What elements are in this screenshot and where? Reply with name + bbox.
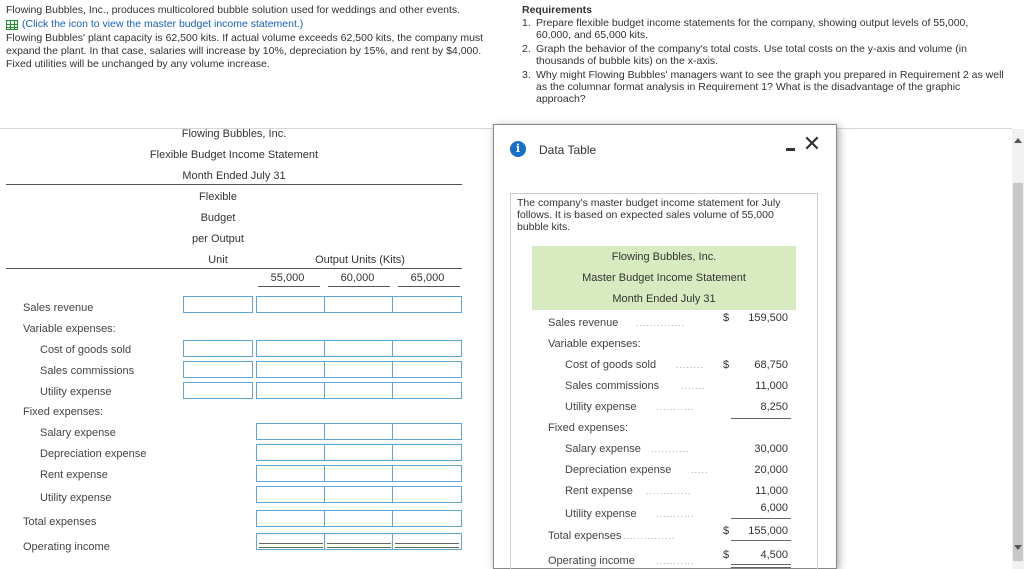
requirement-text: as the columnar format analysis in Requirement 1? What is the disadvantage of the graphic (536, 81, 961, 93)
leader-dots: ........... (651, 444, 690, 454)
mb-value-salary: 30,000 (754, 443, 788, 455)
column-underline (258, 286, 320, 287)
mb-label-total-expenses: Total expenses (548, 530, 622, 542)
dollar-sign: $ (723, 525, 730, 537)
row-label-cogs: Cost of goods sold (40, 344, 132, 356)
col-flexible-label: Flexible (199, 191, 237, 203)
mb-label-salary: Salary expense (565, 443, 641, 455)
output-55000-header: 55,000 (270, 272, 305, 284)
scroll-down-arrow-icon[interactable] (1014, 545, 1022, 550)
input-depreciation-60000[interactable] (324, 444, 394, 461)
master-budget-table (511, 246, 796, 569)
master-budget-link-text[interactable]: (Click the icon to view the master budget income statement.) (22, 18, 304, 30)
mb-label-sales-revenue: Sales revenue (548, 317, 619, 329)
leader-dots: ........ (676, 360, 705, 370)
input-utility-fixed-65000[interactable] (392, 486, 462, 503)
mb-value-cogs: 68,750 (754, 359, 788, 371)
row-label-utility-fixed: Utility expense (40, 492, 112, 504)
input-operating-income-55000[interactable] (256, 533, 326, 550)
mb-label-utility-fixed: Utility expense (565, 508, 637, 520)
total-double-underline (731, 564, 791, 565)
mb-value-depreciation: 20,000 (754, 464, 788, 476)
mb-value-operating-income: 4,500 (760, 549, 788, 561)
info-icon: i (510, 141, 526, 157)
mb-value-sales-revenue: 159,500 (748, 312, 788, 324)
row-label-total-expenses: Total expenses (23, 516, 97, 528)
input-rent-65000[interactable] (392, 465, 462, 482)
input-salary-65000[interactable] (392, 423, 462, 440)
row-label-sales-revenue: Sales revenue (23, 302, 94, 314)
worksheet-company: Flowing Bubbles, Inc. (181, 128, 287, 140)
data-table-dialog (493, 124, 837, 569)
row-label-utility-variable: Utility expense (40, 386, 112, 398)
requirement-text: 60,000, and 65,000 kits. (536, 29, 649, 41)
master-budget-link[interactable] (6, 18, 506, 31)
input-total-expenses-65000[interactable] (392, 510, 462, 527)
input-total-expenses-60000[interactable] (324, 510, 394, 527)
mb-value-total-expenses: 155,000 (748, 525, 788, 537)
leader-dots: .............. (636, 318, 686, 328)
input-commissions-per-unit[interactable] (183, 361, 253, 378)
row-label-operating-income: Operating income (23, 541, 110, 553)
input-depreciation-65000[interactable] (392, 444, 462, 461)
input-sales-revenue-per-unit[interactable] (183, 296, 253, 313)
dollar-sign: $ (723, 549, 730, 561)
requirement-text: thousands of bubble kits) on the x-axis. (536, 55, 719, 67)
mb-label-fixed-expenses: Fixed expenses: (548, 422, 629, 434)
requirement-text: approach? (536, 93, 586, 105)
input-salary-60000[interactable] (324, 423, 394, 440)
requirement-number: 2. (522, 43, 531, 55)
worksheet-period: Month Ended July 31 (182, 170, 286, 182)
row-label-rent: Rent expense (40, 469, 108, 481)
row-label-variable-expenses: Variable expenses: (23, 323, 116, 335)
requirements-title: Requirements (522, 4, 593, 16)
requirement-item (522, 17, 1022, 41)
column-underline (328, 286, 390, 287)
col-per-output-label: per Output (192, 233, 244, 245)
input-utility-var-per-unit[interactable] (183, 382, 253, 399)
close-button[interactable]: ✕ (802, 132, 822, 157)
problem-details-3: Fixed utilities will be unchanged by any volume increase. (6, 58, 270, 70)
scroll-up-arrow-icon[interactable] (1014, 138, 1022, 143)
leader-dots: ....... (681, 381, 706, 391)
input-operating-income-65000[interactable] (392, 533, 462, 550)
row-label-sales-commissions: Sales commissions (40, 365, 135, 377)
output-65000-header: 65,000 (410, 272, 445, 284)
leader-dots: ........... (656, 402, 695, 412)
input-utility-var-60000[interactable] (324, 382, 394, 399)
input-sales-revenue-65000[interactable] (392, 296, 462, 313)
input-sales-revenue-55000[interactable] (256, 296, 326, 313)
mb-label-variable-expenses: Variable expenses: (548, 338, 641, 350)
leader-dots: ............. (646, 486, 692, 496)
column-underline (398, 286, 460, 287)
input-rent-60000[interactable] (324, 465, 394, 482)
requirement-item (522, 69, 1022, 105)
dollar-sign: $ (723, 359, 730, 371)
requirement-item (522, 43, 1022, 67)
problem-statement (6, 4, 506, 71)
problem-details-2: expand the plant. In that case, salaries will increase by 10%, depreciation by 15%, and rent by $4,000. (6, 45, 482, 57)
requirement-number: 1. (522, 17, 531, 29)
subtotal-underline (731, 540, 791, 541)
requirements-panel (522, 4, 1022, 107)
input-salary-55000[interactable] (256, 423, 326, 440)
row-label-fixed-expenses: Fixed expenses: (23, 406, 104, 418)
master-budget-period: Month Ended July 31 (612, 293, 716, 305)
col-unit-label: Unit (208, 254, 228, 266)
problem-details-1: Flowing Bubbles' plant capacity is 62,500 kits. If actual volume exceeds 62,500 kits, the company must (6, 32, 484, 44)
mb-label-sales-commissions: Sales commissions (565, 380, 660, 392)
col-budget-label: Budget (200, 212, 236, 224)
input-utility-fixed-60000[interactable] (324, 486, 394, 503)
mb-label-rent: Rent expense (565, 485, 633, 497)
total-double-underline (731, 567, 791, 568)
table-grid-icon[interactable] (6, 20, 18, 30)
master-budget-title: Master Budget Income Statement (582, 272, 746, 284)
leader-dots: ............... (623, 531, 676, 541)
input-cogs-65000[interactable] (392, 340, 462, 357)
input-commissions-60000[interactable] (324, 361, 394, 378)
requirement-text: Why might Flowing Bubbles' managers want to see the graph you prepared in Requirement 2 as well (536, 69, 1004, 81)
data-table-intro: The company's master budget income statement for July follows. It is based on expected sales volume of 55,000 bubble kits. (517, 197, 781, 233)
input-commissions-65000[interactable] (392, 361, 462, 378)
requirement-number: 3. (522, 69, 531, 81)
subtotal-underline (731, 518, 791, 519)
minimize-button[interactable] (782, 139, 798, 155)
header-rule (6, 268, 462, 269)
input-commissions-55000[interactable] (256, 361, 326, 378)
worksheet-title: Flexible Budget Income Statement (149, 149, 319, 161)
row-label-salary: Salary expense (40, 427, 116, 439)
mb-label-cogs: Cost of goods sold (565, 359, 657, 371)
mb-label-depreciation: Depreciation expense (565, 464, 672, 476)
input-sales-revenue-60000[interactable] (324, 296, 394, 313)
input-cogs-per-unit[interactable] (183, 340, 253, 357)
dialog-header (494, 125, 836, 173)
input-depreciation-55000[interactable] (256, 444, 326, 461)
input-cogs-55000[interactable] (256, 340, 326, 357)
leader-dots: ........... (656, 556, 695, 566)
mb-value-utility-fixed: 6,000 (760, 502, 788, 514)
mb-value-utility-variable: 8,250 (760, 401, 788, 413)
dialog-title: Data Table (539, 143, 597, 157)
input-total-expenses-55000[interactable] (256, 510, 326, 527)
input-cogs-60000[interactable] (324, 340, 394, 357)
problem-intro: Flowing Bubbles, Inc., produces multicolored bubble solution used for weddings and other events. (6, 4, 461, 16)
requirement-text: Prepare flexible budget income statements for the company, showing output levels of 55,000, (536, 17, 969, 29)
mb-value-sales-commissions: 11,000 (755, 380, 788, 392)
leader-dots: ..... (691, 465, 709, 475)
master-budget-company: Flowing Bubbles, Inc. (611, 251, 717, 263)
mb-label-operating-income: Operating income (548, 555, 635, 567)
mb-label-utility-variable: Utility expense (565, 401, 637, 413)
leader-dots: ........... (656, 509, 695, 519)
input-rent-55000[interactable] (256, 465, 326, 482)
dollar-sign: $ (723, 312, 730, 324)
page-scrollbar-thumb[interactable] (1013, 183, 1023, 561)
master-budget-header (532, 246, 796, 310)
requirement-text: Graph the behavior of the company's total costs. Use total costs on the y-axis and volume (in (536, 43, 967, 55)
input-operating-income-60000[interactable] (324, 533, 394, 550)
header-rule (6, 184, 462, 185)
col-output-units-label: Output Units (Kits) (315, 254, 405, 266)
input-utility-fixed-55000[interactable] (256, 486, 326, 503)
input-utility-var-65000[interactable] (392, 382, 462, 399)
mb-value-rent: 11,000 (755, 485, 788, 497)
input-utility-var-55000[interactable] (256, 382, 326, 399)
dialog-content (510, 193, 818, 569)
row-label-depreciation: Depreciation expense (40, 448, 147, 460)
output-60000-header: 60,000 (340, 272, 375, 284)
subtotal-underline (731, 418, 791, 419)
